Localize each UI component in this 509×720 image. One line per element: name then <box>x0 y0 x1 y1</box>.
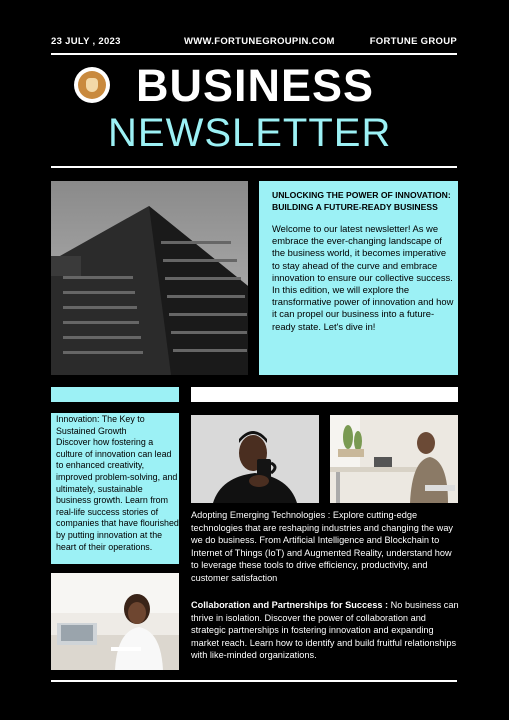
divider-masthead <box>51 166 457 168</box>
company-name: FORTUNE GROUP <box>369 36 457 47</box>
top-bar <box>51 36 457 50</box>
website-link[interactable]: WWW.FORTUNEGROUPIN.COM <box>184 36 335 47</box>
sidebar-text <box>56 414 179 553</box>
building-photo <box>51 181 248 375</box>
man-drinking-photo <box>191 415 319 503</box>
sidebar-box <box>51 413 179 564</box>
article-collaboration <box>191 599 461 662</box>
article-body: Explore cutting-edge technologies that are reshaping industries and changing the way we do business. From Artificial Intelligence and Blockchain to Internet of Things (IoT) and Augmented Reality, understand how to leverage these tools to drive efficiency, productivity, and customer satisfaction <box>191 510 454 583</box>
intro-box <box>259 181 458 375</box>
masthead-title-newsletter: NEWSLETTER <box>108 111 392 155</box>
intro-body: Welcome to our latest newsletter! As we embrace the ever-changing landscape of the business world, it becomes imperative to stay ahead of the curve and embrace innovation to ensure our collective success. In this edition, we will explore the transformative power of innovation and how it can propel our business into a future-ready state. Let's dive in! <box>272 223 454 332</box>
intro-heading: UNLOCKING THE POWER OF INNOVATION: BUILDING A FUTURE-READY BUSINESS <box>272 190 451 212</box>
accent-strip-left <box>51 387 179 402</box>
masthead-title-business: BUSINESS <box>136 60 375 111</box>
divider-bottom <box>51 680 457 682</box>
article-body: No business can thrive in isolation. Discover the power of collaboration and strategic partnerships in fostering innovation and expanding market reach. Learn how to identify and build fruitful relationships with like-minded organizations. <box>191 600 459 660</box>
issue-date: 23 JULY , 2023 <box>51 36 121 47</box>
businesswoman-photo <box>51 573 179 670</box>
divider-top <box>51 53 457 55</box>
article-emerging-tech <box>191 509 461 584</box>
sidebar-title: Innovation: The Key to Sustained Growth <box>56 414 145 436</box>
woman-laptop-photo <box>330 415 458 503</box>
article-title: Adopting Emerging Technologies : <box>191 510 331 520</box>
company-logo <box>74 67 110 103</box>
sidebar-body: Discover how fostering a culture of innovation can lead to enhanced creativity, improved problem-solving, and ultimately, sustainable business growth. Learn from real-life success stories of companies that have flourished by putting innovation at the heart of their operations. <box>56 437 179 552</box>
accent-strip-right <box>191 387 458 402</box>
article-title: Collaboration and Partnerships for Success : <box>191 600 389 610</box>
